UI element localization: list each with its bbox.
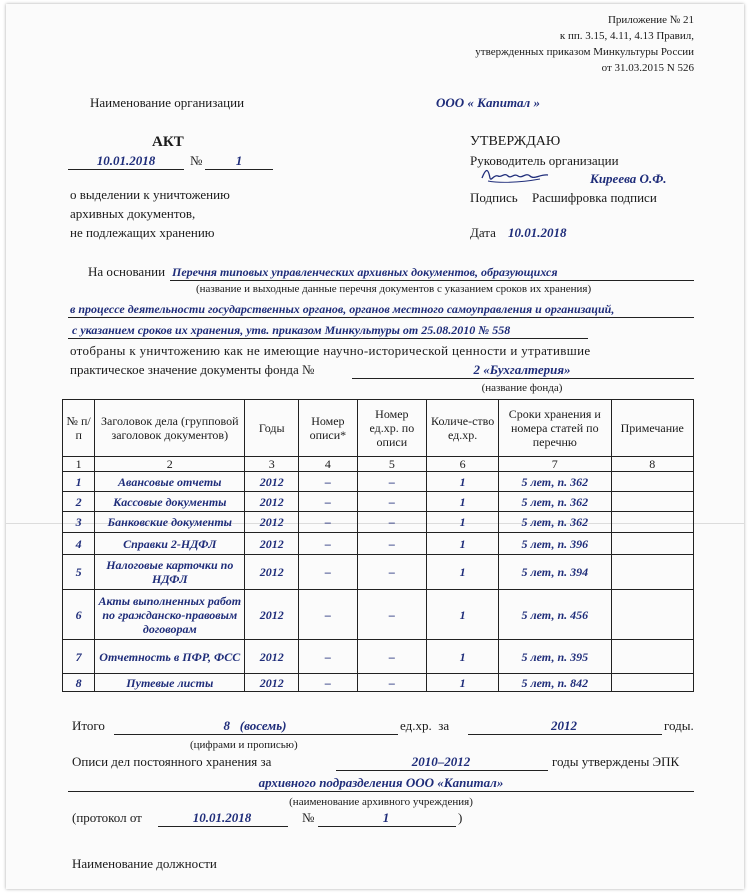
row-title: Банковские документы: [95, 512, 245, 533]
fund-hint: (название фонда): [481, 382, 563, 394]
total-years: 2012: [551, 718, 577, 733]
total-label: Итого: [72, 718, 105, 733]
row-quantity: 1: [427, 555, 499, 590]
row-quantity: 1: [427, 674, 499, 692]
row-unit: –: [357, 674, 427, 692]
total-units-label: ед.хр. за: [400, 718, 450, 733]
row-unit: –: [357, 512, 427, 533]
row-term: 5 лет, п. 396: [499, 533, 611, 555]
column-number: 4: [299, 457, 357, 472]
act-date-underline: [68, 169, 184, 170]
total-value: 8 (восемь): [223, 718, 287, 733]
protocol-prefix: (протокол от: [72, 810, 142, 825]
org-value: ООО « Капитал »: [436, 95, 540, 110]
act-desc-3: не подлежащих хранению: [70, 225, 215, 240]
archive-hint: (наименование архивного учреждения): [289, 796, 473, 808]
inventories-years-underline: [336, 770, 548, 771]
protocol-close: ): [458, 810, 463, 825]
column-number-row: [63, 457, 694, 472]
row-year: 2012: [245, 640, 299, 674]
row-unit: –: [357, 555, 427, 590]
basis-line-3: с указанием сроков их хранения, утв. приказом Минкультуры от 25.08.2010 № 558: [72, 323, 511, 337]
basis-prefix: На основании: [88, 264, 166, 279]
row-year: 2012: [245, 590, 299, 640]
approve-position: Руководитель организации: [470, 153, 619, 168]
act-number: 1: [235, 153, 243, 168]
table-row: [63, 674, 694, 692]
column-number: 5: [357, 457, 427, 472]
act-number-underline: [205, 169, 273, 170]
signature-decode-label: Расшифровка подписи: [532, 190, 657, 205]
row-term: 5 лет, п. 456: [499, 590, 611, 640]
row-inventory: –: [299, 512, 357, 533]
row-year: 2012: [245, 472, 299, 492]
row-term: 5 лет, п. 395: [499, 640, 611, 674]
archive-underline: [68, 791, 694, 792]
table-row: [63, 640, 694, 674]
header-cell: Сроки хранения и номера статей по перечню: [499, 400, 611, 457]
act-date: 10.01.2018: [96, 153, 156, 168]
row-year: 2012: [245, 492, 299, 512]
basis-text-2: практическое значение документы фонда №: [70, 362, 315, 377]
act-title: АКТ: [152, 134, 184, 150]
inventories-label: Описи дел постоянного хранения за: [72, 754, 272, 769]
act-desc-2: архивных документов,: [70, 206, 196, 221]
header-cell: Количе-ство ед.хр.: [427, 400, 499, 457]
total-hint: (цифрами и прописью): [190, 739, 298, 751]
inventories-years: 2010–2012: [411, 754, 471, 769]
row-number: 4: [63, 533, 95, 555]
approve-name: Киреева О.Ф.: [590, 171, 667, 186]
row-number: 1: [63, 472, 95, 492]
header-cell: Примечание: [611, 400, 693, 457]
column-number: 7: [499, 457, 611, 472]
row-year: 2012: [245, 533, 299, 555]
basis-text-1: отобраны к уничтожению как не имеющие научно-исторической ценности и утратившие: [70, 343, 591, 358]
row-note: [611, 674, 693, 692]
total-years-label: годы.: [664, 718, 694, 733]
signature-label: Подпись: [470, 190, 518, 205]
column-number: 1: [63, 457, 95, 472]
row-unit: –: [357, 472, 427, 492]
header-cell: № п/п: [63, 400, 95, 457]
act-desc-1: о выделении к уничтожению: [70, 187, 230, 202]
table-row: [63, 533, 694, 555]
row-number: 6: [63, 590, 95, 640]
basis-hint: (название и выходные данные перечня документов с указанием сроков их хранения): [196, 283, 592, 295]
table-row: [63, 472, 694, 492]
basis-line-2-underline: [68, 317, 694, 318]
appendix-line-3: утвержденных приказом Минкультуры России: [475, 46, 694, 58]
archive-name: архивного подразделения ООО «Капитал»: [258, 775, 504, 790]
row-note: [611, 472, 693, 492]
row-title: Путевые листы: [95, 674, 245, 692]
row-title: Отчетность в ПФР, ФСС: [95, 640, 245, 674]
row-quantity: 1: [427, 590, 499, 640]
row-number: 3: [63, 512, 95, 533]
row-title: Налоговые карточки по НДФЛ: [95, 555, 245, 590]
appendix-line-1: Приложение № 21: [607, 14, 694, 26]
header-cell: Заголовок дела (групповой заголовок документов): [95, 400, 245, 457]
column-number: 6: [427, 457, 499, 472]
row-quantity: 1: [427, 512, 499, 533]
row-number: 8: [63, 674, 95, 692]
row-note: [611, 590, 693, 640]
header-cell: Номер описи*: [299, 400, 357, 457]
row-note: [611, 492, 693, 512]
table-row: [63, 590, 694, 640]
row-inventory: –: [299, 533, 357, 555]
row-number: 2: [63, 492, 95, 512]
row-title: Акты выполненных работ по гражданско-правовым договорам: [95, 590, 245, 640]
row-quantity: 1: [427, 492, 499, 512]
row-quantity: 1: [427, 640, 499, 674]
row-term: 5 лет, п. 362: [499, 472, 611, 492]
row-year: 2012: [245, 512, 299, 533]
fund-underline: [352, 378, 694, 379]
row-term: 5 лет, п. 362: [499, 492, 611, 512]
documents-table: [62, 399, 694, 692]
row-number: 7: [63, 640, 95, 674]
row-number: 5: [63, 555, 95, 590]
row-note: [611, 640, 693, 674]
basis-line-2: в процессе деятельности государственных органов, органов местного самоуправления и организаций,: [70, 302, 615, 316]
total-underline: [114, 734, 398, 735]
header-cell: Годы: [245, 400, 299, 457]
row-inventory: –: [299, 492, 357, 512]
org-label: Наименование организации: [90, 95, 245, 110]
row-inventory: –: [299, 640, 357, 674]
column-number: 2: [95, 457, 245, 472]
row-quantity: 1: [427, 533, 499, 555]
table-row: [63, 492, 694, 512]
protocol-date: 10.01.2018: [192, 810, 252, 825]
row-inventory: –: [299, 472, 357, 492]
protocol-number-label: №: [302, 810, 315, 825]
header-cell: Номер ед.хр. по описи: [357, 400, 427, 457]
appendix-line-4: от 31.03.2015 N 526: [601, 62, 694, 74]
table-row: [63, 555, 694, 590]
row-term: 5 лет, п. 842: [499, 674, 611, 692]
row-inventory: –: [299, 590, 357, 640]
act-number-label: №: [190, 153, 203, 168]
row-title: Справки 2-НДФЛ: [95, 533, 245, 555]
row-term: 5 лет, п. 362: [499, 512, 611, 533]
signature-image: [478, 164, 556, 186]
approve-title: УТВЕРЖДАЮ: [470, 134, 561, 149]
row-note: [611, 533, 693, 555]
column-number: 3: [245, 457, 299, 472]
row-year: 2012: [245, 555, 299, 590]
row-unit: –: [357, 492, 427, 512]
row-title: Кассовые документы: [95, 492, 245, 512]
table-row: [63, 512, 694, 533]
inventories-suffix: годы утверждены ЭПК: [552, 754, 680, 769]
table-header-row: [63, 400, 694, 457]
appendix-line-2: к пп. 3.15, 4.11, 4.13 Правил,: [559, 30, 694, 42]
column-number: 8: [611, 457, 693, 472]
row-inventory: –: [299, 555, 357, 590]
approve-date: 10.01.2018: [508, 225, 567, 240]
position-label: Наименование должности: [72, 856, 217, 871]
protocol-date-underline: [158, 826, 288, 827]
approve-date-label: Дата: [470, 225, 496, 240]
row-title: Авансовые отчеты: [95, 472, 245, 492]
row-inventory: –: [299, 674, 357, 692]
row-note: [611, 555, 693, 590]
fund-name: 2 «Бухгалтерия»: [473, 362, 571, 377]
basis-line-3-underline: [68, 338, 588, 339]
protocol-number-underline: [318, 826, 456, 827]
row-note: [611, 512, 693, 533]
row-unit: –: [357, 533, 427, 555]
row-year: 2012: [245, 674, 299, 692]
row-unit: –: [357, 640, 427, 674]
row-unit: –: [357, 590, 427, 640]
basis-line-1: Перечня типовых управленческих архивных документов, образующихся: [172, 265, 558, 279]
total-years-underline: [468, 734, 662, 735]
row-quantity: 1: [427, 472, 499, 492]
row-term: 5 лет, п. 394: [499, 555, 611, 590]
protocol-number: 1: [382, 810, 390, 825]
